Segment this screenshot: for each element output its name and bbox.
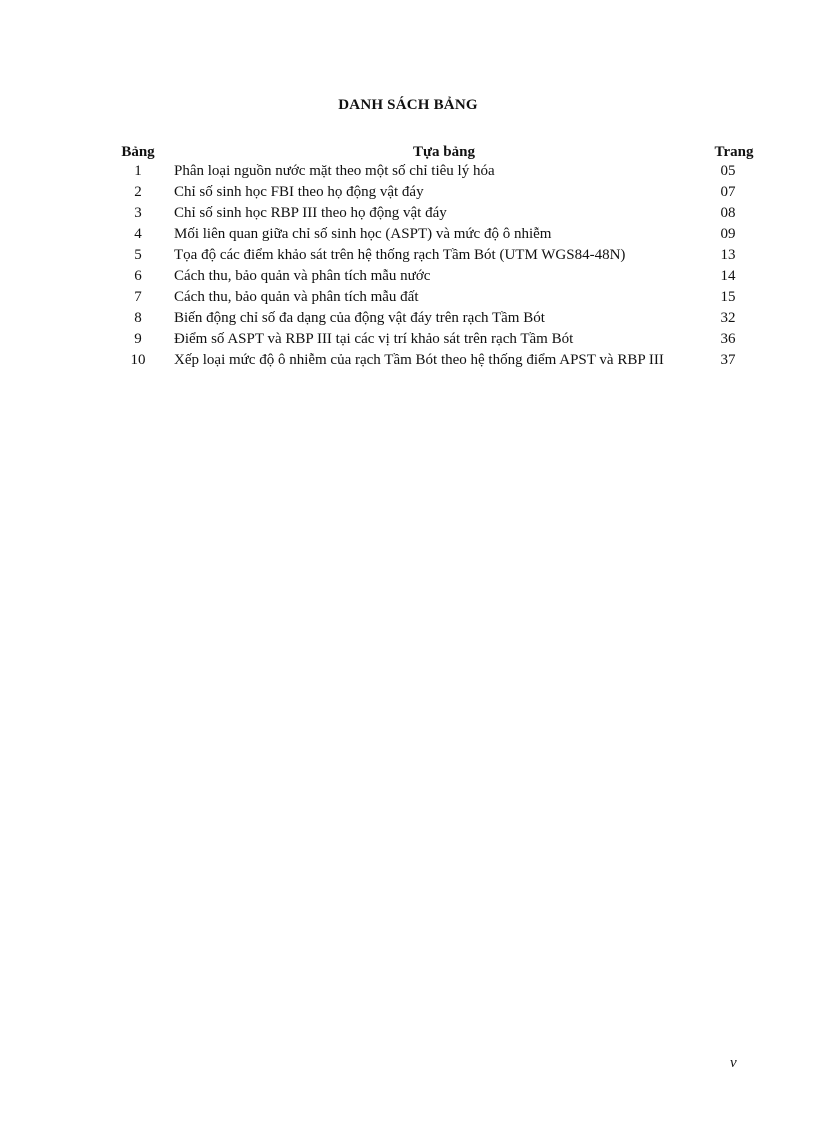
row-title: Biến động chỉ số đa dạng của động vật đáy trên rạch Tầm Bót [174,310,545,326]
row-title: Chỉ số sinh học FBI theo họ động vật đáy [174,184,424,200]
table-row [108,163,758,180]
table-row [108,352,758,369]
table-row [108,331,758,348]
row-page: 13 [720,247,736,263]
row-title: Chỉ số sinh học RBP III theo họ động vật đáy [174,205,447,221]
header-title: Tựa bảng [413,144,475,160]
row-title: Cách thu, bảo quản và phân tích mẫu nước [174,268,431,284]
row-number: 3 [134,205,142,221]
table-row [108,226,758,243]
row-page: 15 [720,289,736,305]
row-title: Xếp loại mức độ ô nhiễm của rạch Tầm Bót theo hệ thống điểm APST và RBP III [174,352,664,368]
row-page: 05 [720,163,736,179]
row-title: Mối liên quan giữa chỉ số sinh học (ASPT) và mức độ ô nhiễm [174,226,552,242]
page-title: DANH SÁCH BẢNG [338,97,478,113]
row-page: 14 [720,268,736,284]
table-row [108,184,758,201]
row-title: Cách thu, bảo quản và phân tích mẫu đất [174,289,419,305]
row-page: 37 [720,352,736,368]
row-title: Tọa độ các điểm khảo sát trên hệ thống rạch Tầm Bót (UTM WGS84-48N) [174,247,626,263]
row-page: 09 [720,226,736,242]
header-page: Trang [714,144,754,160]
row-number: 10 [130,352,146,368]
row-title: Điểm số ASPT và RBP III tại các vị trí khảo sát trên rạch Tầm Bót [174,331,574,347]
row-page: 07 [720,184,736,200]
page-number: v [730,1055,737,1071]
table-header [108,143,758,163]
table-row [108,310,758,327]
row-number: 4 [134,226,142,242]
table-row [108,247,758,264]
row-page: 32 [720,310,736,326]
row-number: 9 [134,331,142,347]
header-number: Bảng [121,144,155,160]
row-page: 08 [720,205,736,221]
table-list [108,143,758,373]
row-page: 36 [720,331,736,347]
row-number: 2 [134,184,142,200]
row-number: 7 [134,289,142,305]
row-number: 6 [134,268,142,284]
row-number: 8 [134,310,142,326]
row-title: Phân loại nguồn nước mặt theo một số chỉ tiêu lý hóa [174,163,495,179]
table-row [108,289,758,306]
table-row [108,205,758,222]
table-row [108,268,758,285]
row-number: 1 [134,163,142,179]
row-number: 5 [134,247,142,263]
